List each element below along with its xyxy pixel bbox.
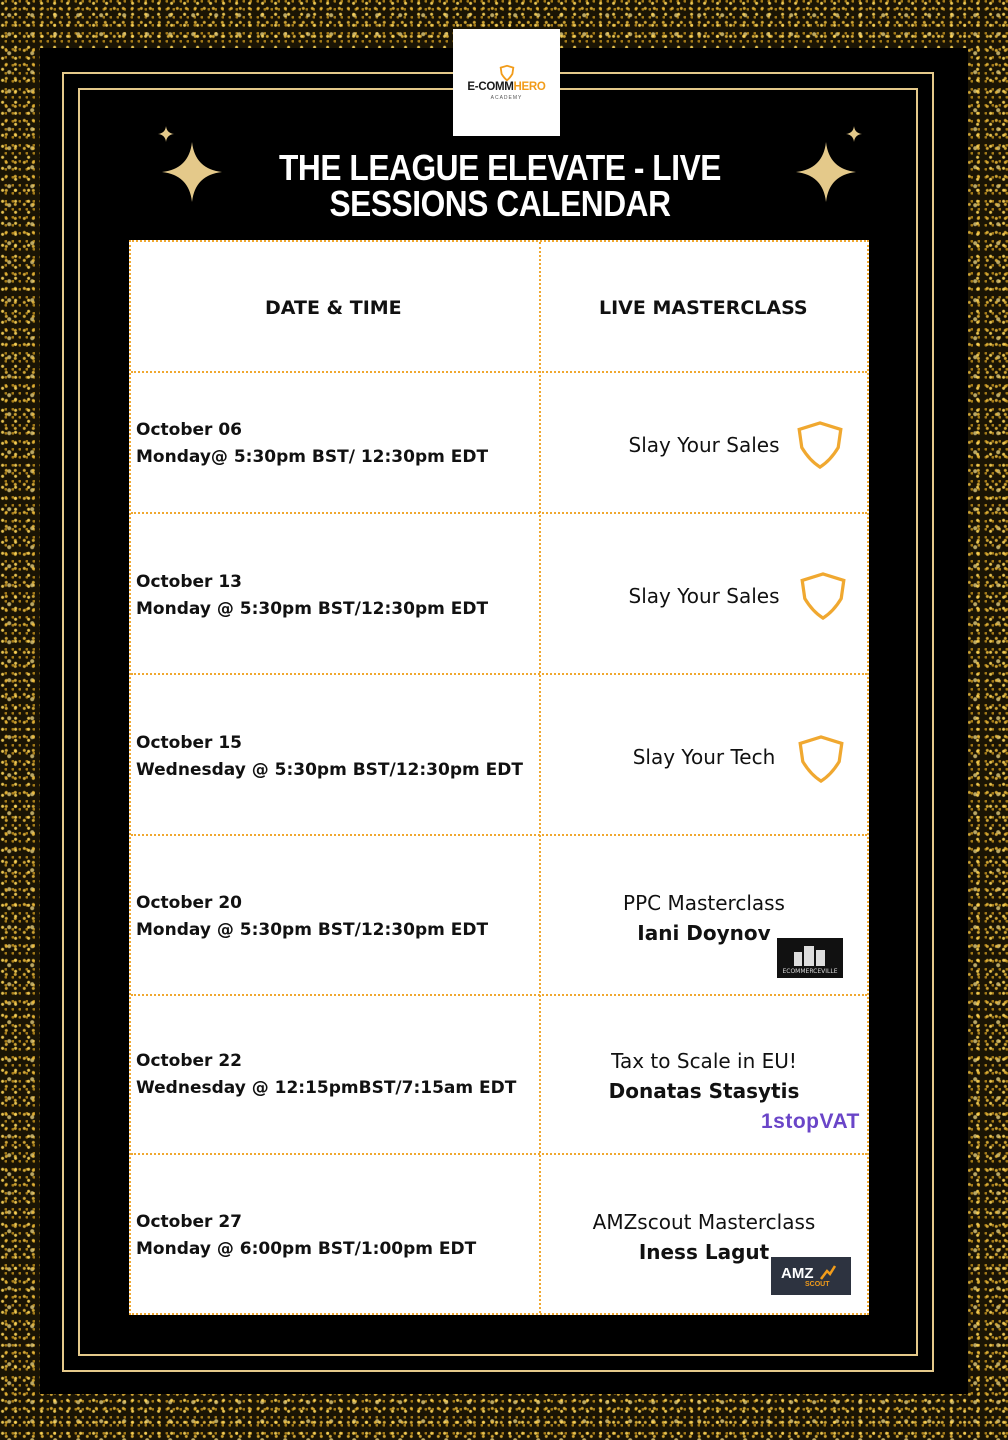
date-cell bbox=[136, 417, 488, 471]
session-time: Monday@ 5:30pm BST/ 12:30pm EDT bbox=[136, 447, 489, 467]
table-row bbox=[131, 371, 867, 512]
date-cell bbox=[136, 730, 523, 784]
session-time: Monday @ 5:30pm BST/12:30pm EDT bbox=[136, 599, 489, 619]
shield-icon bbox=[794, 419, 846, 471]
table-row bbox=[131, 994, 867, 1153]
date-cell bbox=[136, 1048, 516, 1102]
ecommerceville-logo bbox=[777, 938, 843, 978]
session-date: October 22 bbox=[136, 1051, 242, 1071]
shield-icon bbox=[797, 570, 849, 622]
date-cell bbox=[136, 1209, 476, 1263]
session-class: Slay Your Sales bbox=[628, 584, 780, 608]
session-speaker: Iani Doynov bbox=[637, 921, 771, 945]
session-date: October 20 bbox=[136, 893, 242, 913]
session-date: October 06 bbox=[136, 420, 242, 440]
sparkle-icon-small-right bbox=[846, 126, 862, 142]
session-date: October 27 bbox=[136, 1212, 242, 1232]
amzscout-arrow-icon bbox=[819, 1263, 837, 1281]
session-time: Wednesday @ 5:30pm BST/12:30pm EDT bbox=[136, 760, 523, 780]
table-row bbox=[131, 673, 867, 834]
logo bbox=[453, 29, 560, 136]
date-cell bbox=[136, 890, 488, 944]
sparkle-icon-large-right bbox=[796, 142, 856, 202]
logo-brand-a: E-COMM bbox=[467, 81, 514, 94]
table-row bbox=[131, 1153, 867, 1313]
table-row bbox=[131, 834, 867, 994]
sparkle-icon-small-left bbox=[158, 126, 174, 142]
session-date: October 15 bbox=[136, 733, 242, 753]
session-class: AMZscout Masterclass bbox=[592, 1210, 816, 1234]
sparkle-icon-large-left bbox=[162, 142, 222, 202]
class-cell bbox=[541, 1046, 867, 1106]
session-class: Slay Your Sales bbox=[628, 433, 780, 457]
session-time: Monday @ 6:00pm BST/1:00pm EDT bbox=[136, 1239, 477, 1259]
session-time: Monday @ 5:30pm BST/12:30pm EDT bbox=[136, 920, 489, 940]
sessions-table bbox=[129, 240, 869, 1315]
session-class: Tax to Scale in EU! bbox=[611, 1049, 797, 1073]
amzscout-text-scout: SCOUT bbox=[805, 1281, 830, 1288]
table-row bbox=[131, 512, 867, 673]
amzscout-logo bbox=[771, 1257, 851, 1295]
amzscout-text-amz: AMZ bbox=[781, 1265, 814, 1282]
stopvat-logo: 1stopVAT bbox=[761, 1110, 860, 1133]
session-speaker: Donatas Stasytis bbox=[608, 1079, 800, 1103]
session-speaker: Iness Lagut bbox=[638, 1240, 770, 1264]
ecommerceville-text: ECOMMERCEVILLE bbox=[782, 968, 838, 975]
session-time: Wednesday @ 12:15pmBST/7:15am EDT bbox=[136, 1078, 517, 1098]
logo-text bbox=[467, 82, 545, 94]
date-cell bbox=[136, 569, 488, 623]
shield-icon bbox=[795, 733, 847, 785]
session-class: PPC Masterclass bbox=[623, 891, 785, 915]
header-live-masterclass: LIVE MASTERCLASS bbox=[599, 297, 808, 319]
session-class: Slay Your Tech bbox=[632, 745, 776, 769]
logo-subtitle: ACADEMY bbox=[490, 94, 523, 101]
page-title: THE LEAGUE ELEVATE - LIVE SESSIONS CALENDAR bbox=[279, 147, 721, 224]
session-date: October 13 bbox=[136, 572, 242, 592]
header-date-time: DATE & TIME bbox=[265, 297, 402, 319]
buildings-icon bbox=[790, 944, 830, 966]
table-header-row bbox=[131, 242, 867, 371]
logo-shield-icon bbox=[498, 64, 516, 82]
logo-brand-b: HERO bbox=[513, 81, 546, 94]
